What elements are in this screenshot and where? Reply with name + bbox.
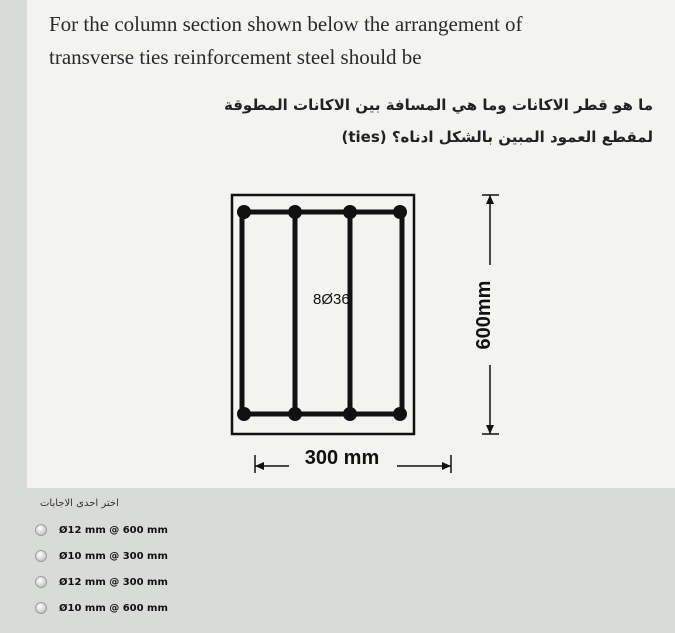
height-arrow-top xyxy=(486,195,494,204)
answers-section xyxy=(0,488,675,633)
answer-option-label: Ø12 mm @ 600 mm xyxy=(59,524,168,536)
radio-button[interactable] xyxy=(35,550,47,562)
inner-tie xyxy=(295,212,350,414)
question-line-1: For the column section shown below the arrangement of xyxy=(49,12,523,36)
question-panel xyxy=(27,0,675,488)
rebar-top-inner-right xyxy=(343,205,357,219)
rebar-top-inner-left xyxy=(288,205,302,219)
answer-option-3[interactable] xyxy=(35,572,168,592)
answers-title: اختر احدى الاجابات xyxy=(40,498,119,509)
column-outline xyxy=(232,195,414,434)
answer-option-label: Ø10 mm @ 600 mm xyxy=(59,602,168,614)
radio-button[interactable] xyxy=(35,524,47,536)
rebar-top-left xyxy=(237,205,251,219)
question-text-english xyxy=(49,8,649,74)
column-section-figure xyxy=(227,190,517,490)
answer-option-2[interactable] xyxy=(35,546,168,566)
height-label: 600mm xyxy=(473,280,495,350)
height-arrow-bottom xyxy=(486,425,494,434)
answer-option-4[interactable] xyxy=(35,598,168,618)
question-line-2: transverse ties reinforcement steel should be xyxy=(49,45,422,69)
rebar-bottom-left xyxy=(237,407,251,421)
outer-tie xyxy=(242,212,402,414)
rebar-bottom-inner-right xyxy=(343,407,357,421)
question-arabic-line-1: ما هو قطر الاكانات وما هي المسافة بين الاكانات المطوقة xyxy=(224,96,653,114)
rebar-top-right xyxy=(393,205,407,219)
question-arabic-line-2: لمقطع العمود المبين بالشكل ادناه؟ (ties) xyxy=(341,128,653,146)
rebar-bottom-right xyxy=(393,407,407,421)
radio-button[interactable] xyxy=(35,576,47,588)
width-arrow-left xyxy=(255,462,264,470)
answer-option-label: Ø10 mm @ 300 mm xyxy=(59,550,168,562)
width-arrow-right xyxy=(442,462,451,470)
rebar-bottom-inner-left xyxy=(288,407,302,421)
radio-button[interactable] xyxy=(35,602,47,614)
width-label: 300 mm xyxy=(304,447,380,469)
answer-option-label: Ø12 mm @ 300 mm xyxy=(59,576,168,588)
answer-option-1[interactable] xyxy=(35,520,168,540)
bars-label: 8Ø36 xyxy=(313,291,350,308)
